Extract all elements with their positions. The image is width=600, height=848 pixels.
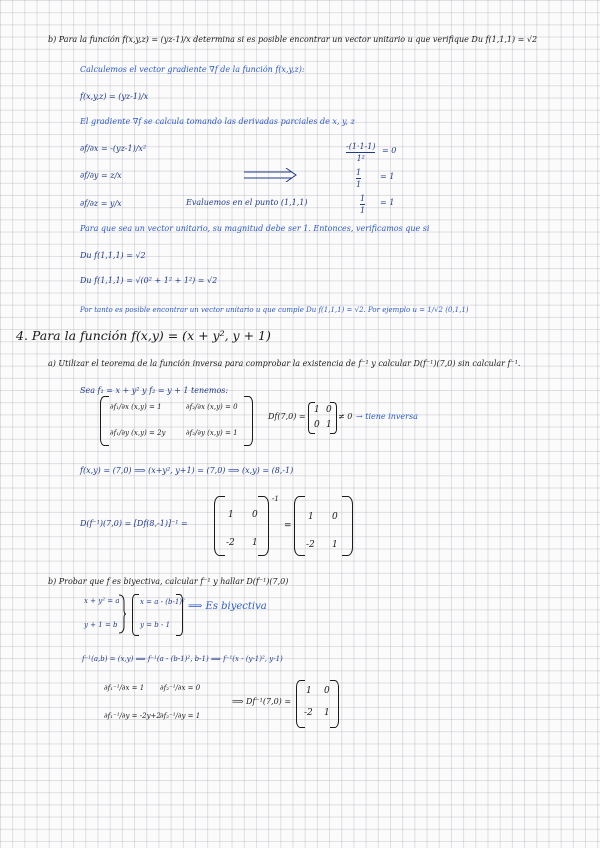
df-label: Df(7,0) = [268, 412, 306, 421]
solution-x: x = a - (b-1)² [140, 598, 185, 606]
matrix-c-21: -2 [306, 540, 315, 550]
b1-function-definition: f(x,y,z) = (yz-1)/x [80, 92, 149, 101]
solution-y: y = b - 1 [140, 621, 171, 629]
jacobian-entry-22: ∂f₂/∂y (x,y) = 1 [186, 429, 238, 437]
matrix-d-right-paren [330, 680, 339, 728]
matrix-c-22: 1 [332, 540, 338, 550]
b1-line-partials-intro: El gradiente ∇f se calcula tomando las derivadas parciales de x, y, z [80, 117, 355, 126]
matrix-b-right-paren [258, 496, 269, 556]
matrix-d-12: 0 [324, 686, 330, 696]
matrix-c-12: 0 [332, 512, 338, 522]
bijective-note: ⟹ Es biyectiva [188, 601, 267, 612]
matrix-b-left-paren [214, 496, 225, 556]
has-inverse-note: → tiene inversa [356, 412, 418, 421]
result-x-num: -(1·1-1) [346, 142, 376, 151]
inverse-exponent: -1 [272, 495, 279, 503]
inv-jacobian-21: ∂f₁⁻¹/∂y = -2y+2 [104, 712, 161, 720]
ex4b-title: b) Probar que f es biyectiva, calcular f⁻¹ y hallar D(f⁻¹)(7,0) [48, 577, 289, 586]
jacobian-left-paren [100, 396, 109, 446]
jacobian-right-paren [244, 396, 253, 446]
b1-line-gradient-intro: Calculemos el vector gradiente ∇f de la función f(x,y,z): [80, 65, 305, 74]
inv-jacobian-11: ∂f₁⁻¹/∂x = 1 [104, 684, 145, 692]
result-x-den: 1² [356, 154, 365, 164]
matrix-d-21: -2 [304, 708, 313, 718]
ex4a-components: Sea f₁ = x + y² y f₂ = y + 1 tenemos: [80, 386, 229, 395]
matrix-a-11: 1 [314, 405, 320, 415]
b1-unit-vector-note: Para que sea un vector unitario, su magnitud debe ser 1. Entonces, verificamos que si [80, 224, 430, 233]
matrix-c-right-paren [342, 496, 353, 556]
b1-result-z-value: = 1 [380, 198, 395, 207]
b1-result-y-value: = 1 [380, 172, 395, 181]
b1-result-y [356, 168, 361, 189]
b1-result-x [346, 142, 375, 163]
b1-result-x-value: = 0 [382, 146, 397, 155]
inverse-function-line: f⁻¹(a,b) = (x,y) ⟹ f⁻¹(a - (b-1)², b-1) ⟹ f⁻¹(x - (y-1)², y-1) [82, 655, 283, 663]
solution-left-bracket [132, 594, 139, 636]
jacobian-entry-11: ∂f₁/∂x (x,y) = 1 [110, 403, 162, 411]
matrix-b-21: -2 [226, 538, 235, 548]
b1-result-z [360, 194, 365, 215]
inv-jacobian-12: ∂f₂⁻¹/∂x = 0 [160, 684, 201, 692]
b1-title: b) Para la función f(x,y,z) = (yz-1)/x determina si es posible encontrar un vector unitario u que verifique Du f(1,1,1) = √2 [48, 35, 538, 44]
system-eq-2: y + 1 = b [84, 621, 118, 629]
equals-sign: = [284, 521, 292, 531]
result-z-den: 1 [360, 206, 366, 216]
b1-partial-z: ∂f/∂z = y/x [80, 199, 122, 208]
det-nonzero: ≠ 0 [338, 412, 353, 421]
matrix-a-12: 0 [326, 405, 332, 415]
preimage-line: f(x,y) = (7,0) ⟹ (x+y², y+1) = (7,0) ⟹ (x,y) = (8,-1) [80, 466, 294, 475]
matrix-c-11: 1 [308, 512, 314, 522]
b1-partial-x: ∂f/∂x = -(yz-1)/x² [80, 144, 147, 153]
matrix-c-left-paren [294, 496, 305, 556]
implies-arrow-icon [242, 168, 298, 182]
inv-jacobian-22: ∂f₂⁻¹/∂y = 1 [160, 712, 201, 720]
b1-magnitude-check: Du f(1,1,1) = √(0² + 1² + 1²) = √2 [80, 276, 218, 285]
jacobian-entry-21: ∂f₁/∂y (x,y) = 2y [110, 429, 166, 437]
matrix-b-12: 0 [252, 510, 258, 520]
ex4a-title: a) Utilizar el teorema de la función inversa para comprobar la existencia de f⁻¹ y calcular D(f⁻¹)(7,0) sin calcular f⁻¹. [48, 359, 521, 368]
b1-conclusion: Por tanto es posible encontrar un vector unitario u que cumple Du f(1,1,1) = √2. Por ejemplo u = 1/√2 (0,1,1) [80, 306, 469, 314]
result-y-den: 1 [356, 180, 362, 190]
matrix-b-22: 1 [252, 538, 258, 548]
b1-directional-derivative: Du f(1,1,1) = √2 [80, 251, 146, 260]
inverse-derivative-label: D(f⁻¹)(7,0) = [Df(8,-1)]⁻¹ = [80, 519, 188, 528]
matrix-a-21: 0 [314, 420, 320, 430]
system-eq-1: x + y² = a [84, 597, 120, 605]
matrix-a-22: 1 [326, 420, 332, 430]
matrix-d-11: 1 [306, 686, 312, 696]
matrix-b-11: 1 [228, 510, 234, 520]
inverse-derivative-result-label: ⟹ Df⁻¹(7,0) = [232, 697, 292, 706]
result-z-num: 1 [360, 194, 366, 203]
b1-evaluate-note: Evaluemos en el punto (1,1,1) [186, 198, 308, 207]
jacobian-entry-12: ∂f₂/∂x (x,y) = 0 [186, 403, 238, 411]
matrix-d-left-paren [296, 680, 305, 728]
system-brace-icon [118, 594, 126, 634]
matrix-d-22: 1 [324, 708, 330, 718]
result-y-num: 1 [356, 168, 362, 177]
ex4-title: 4. Para la función f(x,y) = (x + y², y + 1) [16, 328, 271, 343]
b1-partial-y: ∂f/∂y = z/x [80, 171, 122, 180]
